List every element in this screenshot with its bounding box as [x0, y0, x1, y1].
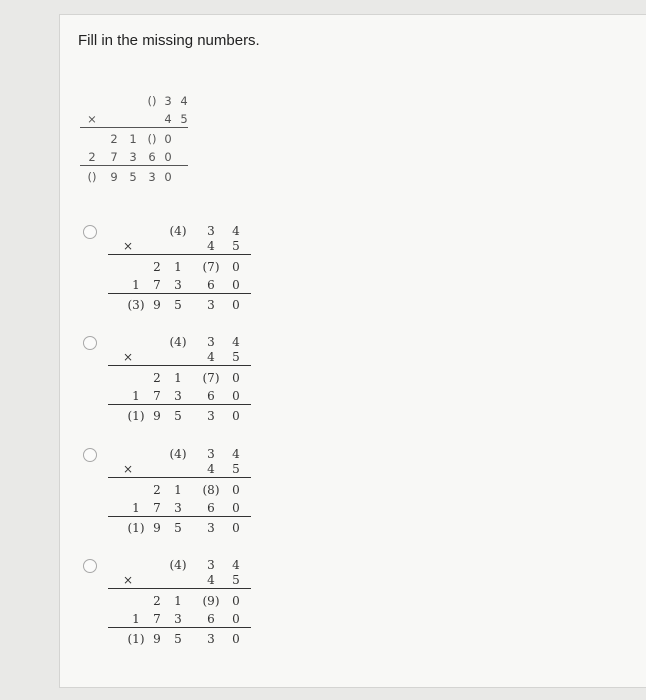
sum-rule-line: [108, 588, 251, 589]
problem-multiplication: [78, 90, 208, 190]
sum-rule-line: [108, 516, 251, 517]
digit-cell: 1: [174, 594, 182, 608]
digit-cell: (4): [169, 335, 187, 349]
digit-cell: (1): [127, 409, 145, 423]
digit-cell: 7: [110, 150, 118, 164]
digit-cell: 5: [129, 170, 137, 184]
digit-cell: 3: [174, 612, 182, 626]
times-sign: ×: [122, 239, 134, 253]
digit-cell: 5: [174, 521, 182, 535]
digit-cell: 3: [207, 632, 215, 646]
times-sign: ×: [122, 462, 134, 476]
answer-option-1[interactable]: [78, 222, 278, 334]
radio-button-option-3[interactable]: [83, 448, 97, 462]
digit-cell: (7): [202, 260, 220, 274]
digit-cell: 7: [153, 501, 161, 515]
digit-cell: 0: [232, 409, 240, 423]
sum-rule-line: [108, 365, 251, 366]
digit-cell: 0: [232, 389, 240, 403]
digit-cell: 0: [232, 594, 240, 608]
digit-cell: 5: [174, 298, 182, 312]
digit-cell: 1: [132, 389, 140, 403]
digit-cell: 9: [153, 521, 161, 535]
answer-option-2[interactable]: [78, 333, 278, 445]
digit-cell: 3: [207, 224, 215, 238]
digit-cell: 9: [153, 409, 161, 423]
digit-cell: 2: [88, 150, 96, 164]
digit-cell: 2: [153, 594, 161, 608]
digit-cell: 2: [153, 260, 161, 274]
digit-cell: 3: [174, 278, 182, 292]
digit-cell: 6: [207, 501, 215, 515]
digit-cell: 0: [164, 150, 172, 164]
digit-cell: 1: [174, 483, 182, 497]
answer-option-3[interactable]: [78, 445, 278, 557]
digit-cell: (4): [169, 224, 187, 238]
digit-cell: 3: [207, 447, 215, 461]
digit-cell: 0: [232, 612, 240, 626]
digit-cell: 0: [232, 501, 240, 515]
digit-cell: 6: [207, 389, 215, 403]
sum-rule-line: [108, 627, 251, 628]
digit-cell: 0: [232, 298, 240, 312]
digit-cell: 3: [207, 298, 215, 312]
digit-cell: 0: [232, 483, 240, 497]
radio-button-option-4[interactable]: [83, 559, 97, 573]
digit-cell: 4: [164, 112, 172, 126]
digit-cell: (3): [127, 298, 145, 312]
sum-rule-line: [108, 477, 251, 478]
digit-cell: 7: [153, 389, 161, 403]
times-sign: ×: [87, 112, 97, 126]
answer-option-4[interactable]: [78, 556, 278, 668]
digit-cell: 0: [232, 632, 240, 646]
digit-cell: 3: [207, 409, 215, 423]
digit-cell: 4: [232, 558, 240, 572]
digit-cell: (7): [202, 371, 220, 385]
digit-cell: 0: [232, 278, 240, 292]
digit-cell: 9: [110, 170, 118, 184]
sum-rule-line: [108, 293, 251, 294]
digit-cell: 7: [153, 278, 161, 292]
digit-cell: 4: [207, 350, 215, 364]
sum-rule-line: [108, 404, 251, 405]
sum-rule-line: [80, 165, 188, 166]
digit-cell: (4): [169, 558, 187, 572]
sum-rule-line: [80, 127, 188, 128]
digit-cell: 2: [153, 371, 161, 385]
digit-cell: (1): [127, 521, 145, 535]
digit-cell: 1: [132, 612, 140, 626]
digit-cell: 6: [207, 278, 215, 292]
digit-cell: 4: [207, 462, 215, 476]
sum-rule-line: [108, 254, 251, 255]
digit-cell: 9: [153, 298, 161, 312]
digit-cell: 6: [148, 150, 156, 164]
digit-cell: 4: [207, 239, 215, 253]
digit-cell: 3: [207, 558, 215, 572]
radio-button-option-2[interactable]: [83, 336, 97, 350]
digit-cell: 5: [174, 409, 182, 423]
digit-cell: 1: [132, 278, 140, 292]
digit-cell: 6: [207, 612, 215, 626]
digit-cell: 1: [174, 371, 182, 385]
digit-cell: 1: [174, 260, 182, 274]
question-prompt: Fill in the missing numbers.: [78, 32, 260, 49]
digit-cell: 5: [232, 462, 240, 476]
digit-cell: 3: [174, 501, 182, 515]
digit-cell: 3: [164, 94, 172, 108]
digit-cell: 2: [110, 132, 118, 146]
digit-cell: 0: [232, 371, 240, 385]
digit-cell: 3: [174, 389, 182, 403]
digit-cell: 5: [174, 632, 182, 646]
digit-cell: (): [87, 170, 97, 184]
radio-button-option-1[interactable]: [83, 225, 97, 239]
digit-cell: 0: [164, 170, 172, 184]
digit-cell: 5: [180, 112, 188, 126]
digit-cell: 4: [232, 224, 240, 238]
digit-cell: 3: [129, 150, 137, 164]
digit-cell: 0: [232, 260, 240, 274]
times-sign: ×: [122, 573, 134, 587]
digit-cell: 4: [232, 335, 240, 349]
digit-cell: (9): [202, 594, 220, 608]
digit-cell: 5: [232, 350, 240, 364]
digit-cell: 0: [164, 132, 172, 146]
digit-cell: 3: [207, 521, 215, 535]
times-sign: ×: [122, 350, 134, 364]
digit-cell: 4: [232, 447, 240, 461]
digit-cell: 5: [232, 239, 240, 253]
digit-cell: 4: [180, 94, 188, 108]
digit-cell: 7: [153, 612, 161, 626]
digit-cell: (): [147, 132, 157, 146]
digit-cell: 1: [132, 501, 140, 515]
digit-cell: (4): [169, 447, 187, 461]
digit-cell: (): [147, 94, 157, 108]
digit-cell: (8): [202, 483, 220, 497]
digit-cell: 1: [129, 132, 137, 146]
digit-cell: (1): [127, 632, 145, 646]
digit-cell: 0: [232, 521, 240, 535]
digit-cell: 4: [207, 573, 215, 587]
digit-cell: 3: [207, 335, 215, 349]
digit-cell: 5: [232, 573, 240, 587]
digit-cell: 3: [148, 170, 156, 184]
digit-cell: 9: [153, 632, 161, 646]
digit-cell: 2: [153, 483, 161, 497]
